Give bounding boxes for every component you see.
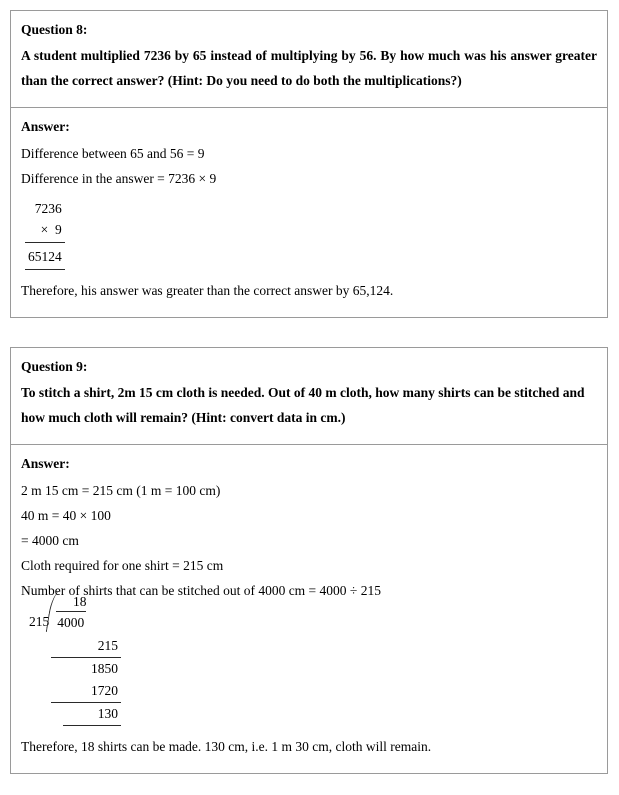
division-remainder: 130 xyxy=(63,703,121,726)
answer-line: 2 m 15 cm = 215 cm (1 m = 100 cm) xyxy=(21,483,221,498)
answer-section-8 xyxy=(11,108,607,317)
question-box-9 xyxy=(10,347,608,774)
division-step: 215 xyxy=(51,635,121,658)
answer-label-8: Answer: xyxy=(21,119,70,134)
division-quotient: 18 xyxy=(73,594,87,609)
answer-conclusion-9: Therefore, 18 shirts can be made. 130 cm, i.e. 1 m 30 cm, cloth will remain. xyxy=(21,739,432,754)
question-box-8 xyxy=(10,10,608,318)
question-text-9: To stitch a shirt, 2m 15 cm cloth is needed. Out of 40 m cloth, how many shirts can be stitched and how much cloth will remain? (Hint: convert data in cm.) xyxy=(21,385,585,425)
answer-label-9: Answer: xyxy=(21,456,70,471)
answer-line: Cloth required for one shirt = 215 cm xyxy=(21,558,224,573)
question-section-8 xyxy=(11,11,607,107)
division-dividend: 4000 xyxy=(56,611,86,633)
division-divisor: 215 xyxy=(29,614,50,629)
answer-line: = 4000 cm xyxy=(21,533,79,548)
answer-line: Number of shirts that can be stitched out of 4000 cm = 4000 ÷ 215 xyxy=(21,583,381,598)
division-step: 1850 xyxy=(91,661,118,676)
answer-line: Difference between 65 and 56 = 9 xyxy=(21,146,205,161)
question-section-9 xyxy=(11,348,607,444)
answer-line: 40 m = 40 × 100 xyxy=(21,508,111,523)
multiplicand-row: 7236 xyxy=(34,201,62,216)
answer-section-9 xyxy=(11,445,607,773)
division-header-row xyxy=(29,611,121,633)
division-steps xyxy=(29,635,121,726)
division-bracket-icon xyxy=(49,611,86,633)
long-division-4000-by-215 xyxy=(29,594,121,726)
answer-conclusion-8: Therefore, his answer was greater than the correct answer by 65,124. xyxy=(21,283,394,298)
division-step: 1720 xyxy=(51,680,121,703)
product-row: 65124 xyxy=(25,245,65,270)
answer-line: Difference in the answer = 7236 × 9 xyxy=(21,171,217,186)
question-text-8: A student multiplied 7236 by 65 instead of multiplying by 56. By how much was his answer greater than the correct answer? (Hint: Do you need to do both the multiplications?) xyxy=(21,48,597,88)
question-label-8: Question 8: xyxy=(21,22,88,37)
multiplier-row: × 9 xyxy=(25,219,65,243)
vertical-multiplication-7236x9 xyxy=(25,198,65,270)
question-label-9: Question 9: xyxy=(21,359,88,374)
